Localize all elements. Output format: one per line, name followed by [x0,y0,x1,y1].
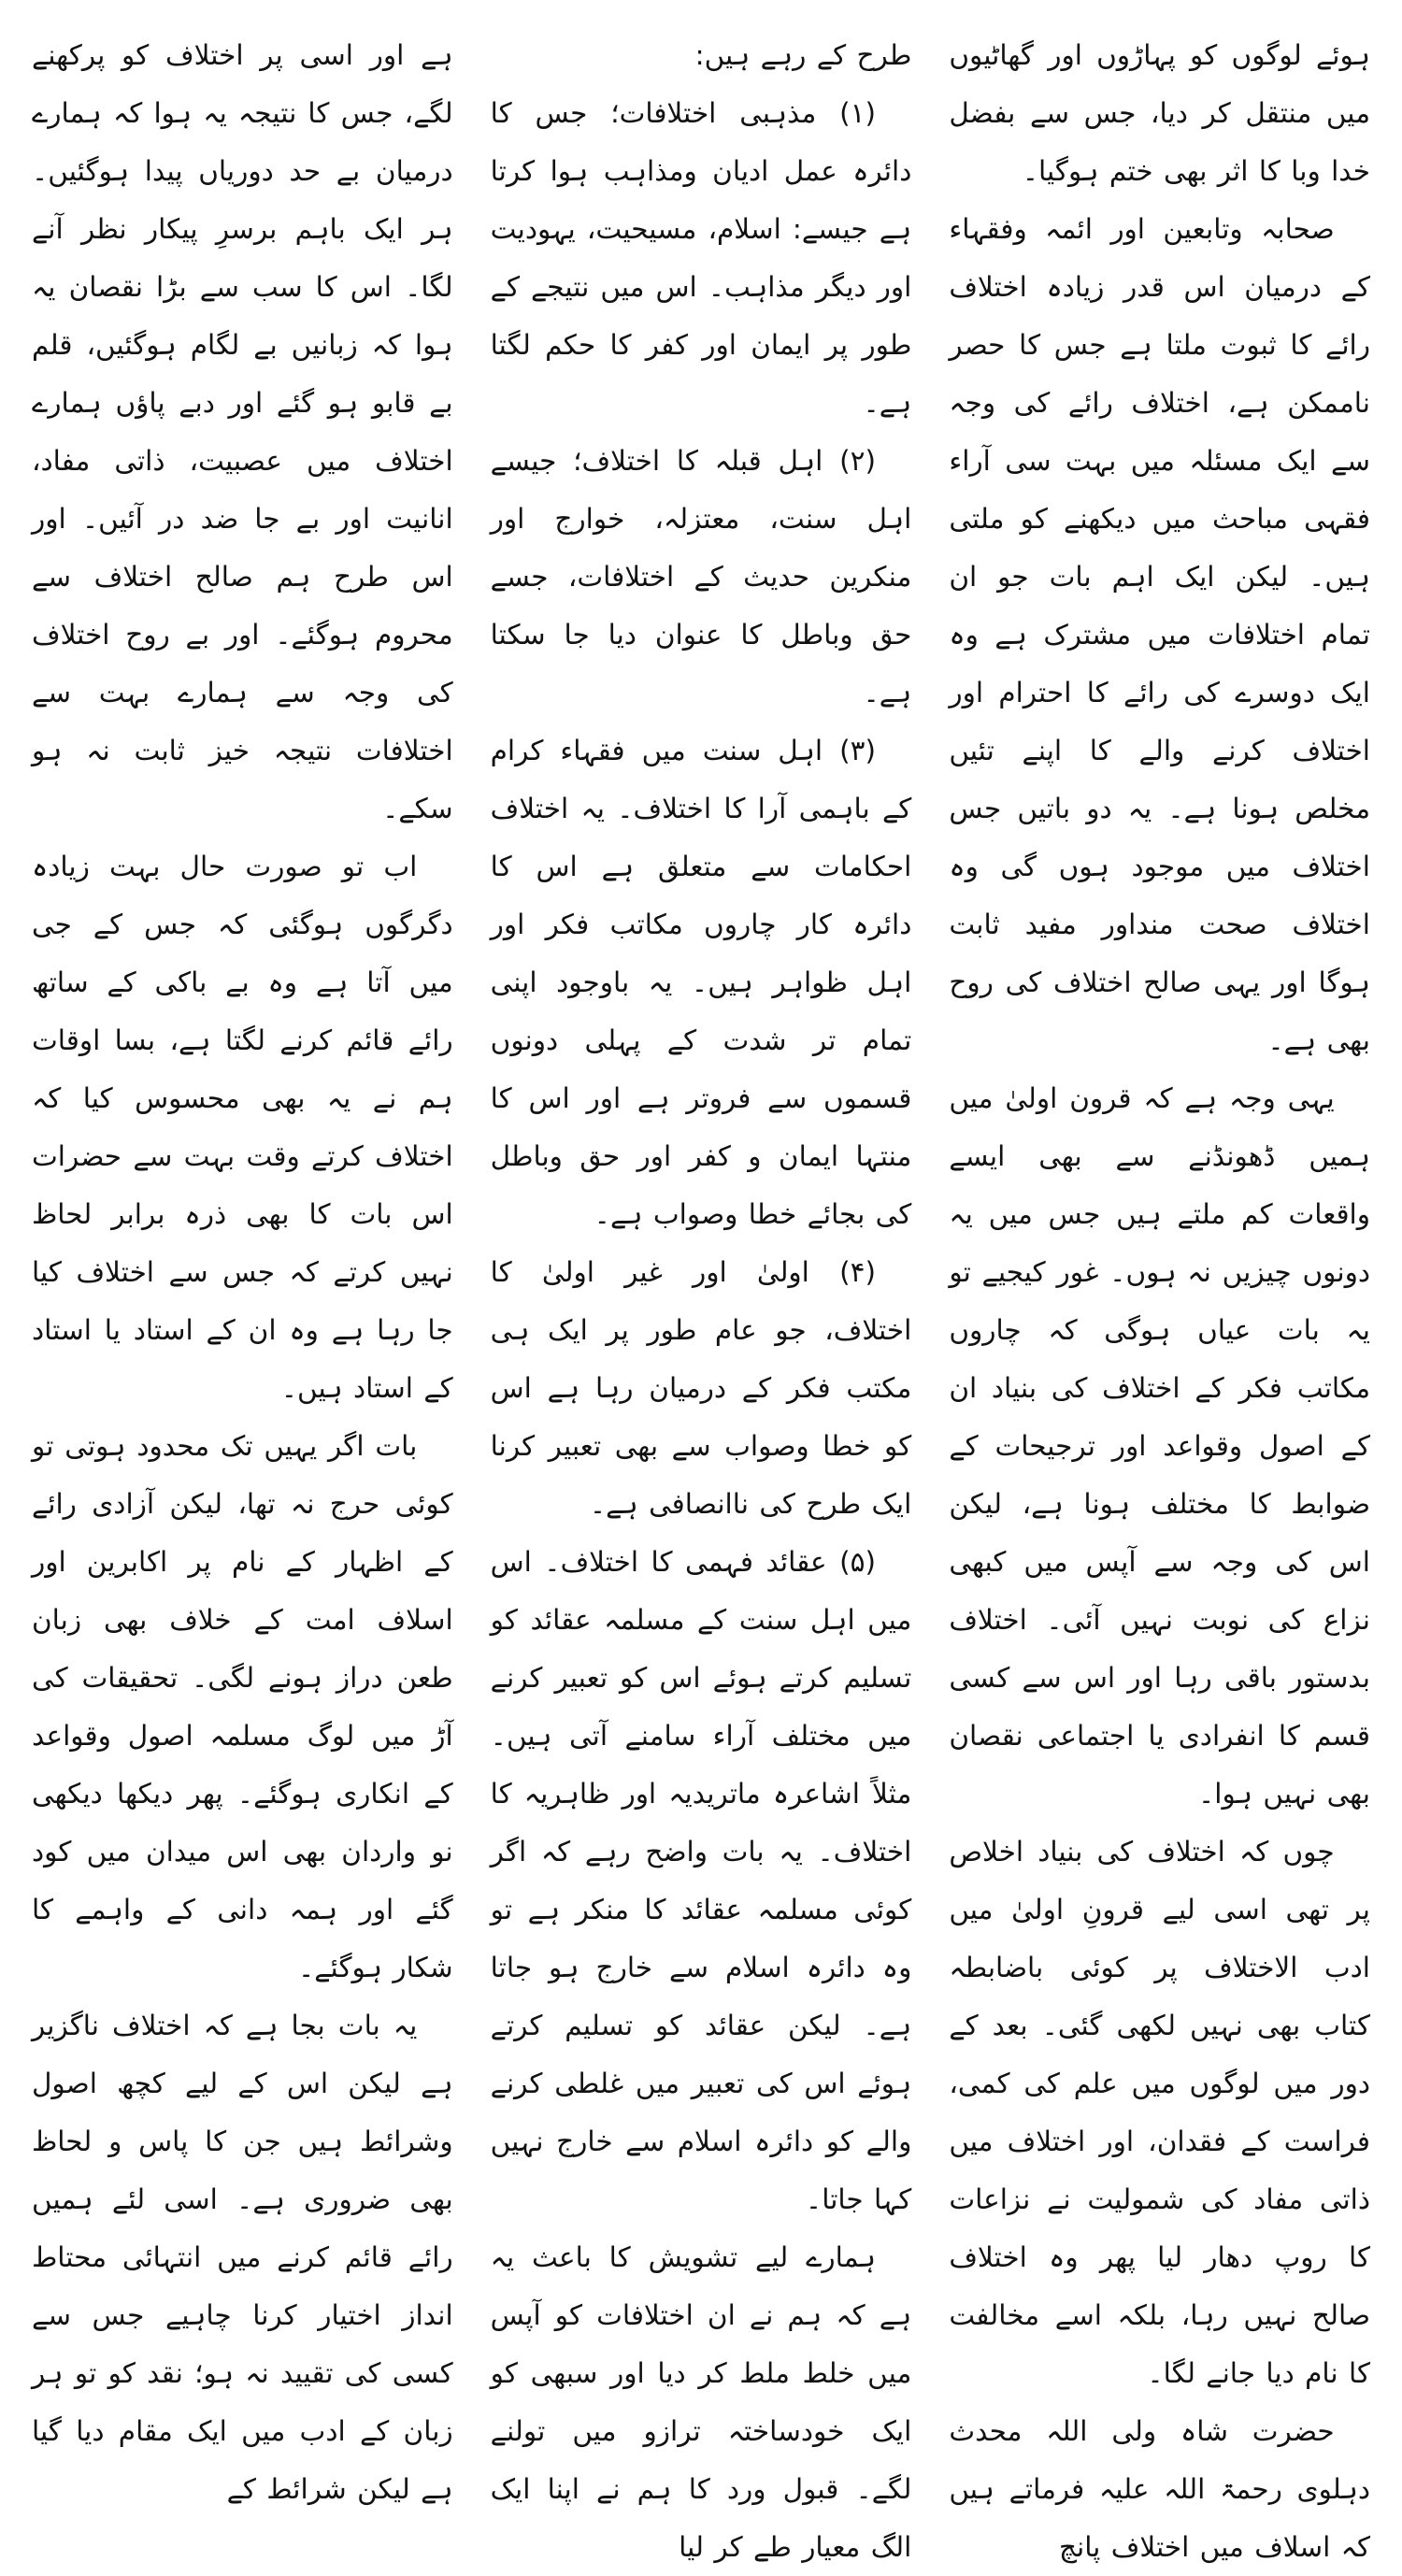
paragraph: ہوئے لوگوں کو پہاڑوں اور گھاٹیوں میں منتقل کر دیا، جس سے بفضل خدا وبا کا اثر بھی ختم ہوگیا۔ [949,39,1370,187]
paragraph: ہے اور اسی پر اختلاف کو پرکھنے لگے، جس کا نتیجہ یہ ہوا کہ ہمارے درمیان بے حد دوریاں پیدا ہوگئیں۔ ہر ایک باہم برسرِ پیکار نظر آنے لگا۔ اس کا سب سے بڑا نقصان یہ ہوا کہ زبانیں بے لگام ہوگئیں، قلم بے قابو ہو گئے اور دبے پاؤں ہمارے اختلاف میں عصبیت، ذاتی مفاد، انانیت اور بے جا ضد در آئیں۔ اور اس طرح ہم صالح اختلاف سے محروم ہوگئے۔ اور بے روح اختلاف کی وجہ سے ہمارے بہت سے اختلافات نتیجہ خیز ثابت نہ ہو سکے۔ [31,39,453,824]
paragraph: (۳) اہل سنت میں فقہاء کرام کے باہمی آرا کا اختلاف۔ یہ اختلاف احکامات سے متعلق ہے اس کا دائرہ کار چاروں مکاتب فکر اور اہل ظواہر ہیں۔ یہ باوجود اپنی تمام تر شدت کے پہلی دونوں قسموں سے فروتر ہے اور اس کا منتہا ایمان و کفر اور حق وباطل کی بجائے خطا وصواب ہے۔ [490,735,912,1230]
text-column-1 [949,26,1370,2563]
paragraph: یہ بات بجا ہے کہ اختلاف ناگزیر ہے لیکن اس کے لیے کچھ اصول وشرائط ہیں جن کا پاس و لحاظ بھی ضروری ہے۔ اسی لئے ہمیں رائے قائم کرنے میں انتہائی محتاط انداز اختیار کرنا چاہیے جس سے کسی کی تقیید نہ ہو؛ نقد کو تو ہر زبان کے ادب میں ایک مقام دیا گیا ہے لیکن شرائط کے [31,2010,453,2505]
text-column-3 [31,26,453,2505]
paragraph: چوں کہ اختلاف کی بنیاد اخلاص پر تھی اسی لیے قرونِ اولیٰ میں ادب الاختلاف پر کوئی باضابطہ کتاب بھی نہیں لکھی گئی۔ بعد کے دور میں لوگوں میں علم کی کمی، فراست کے فقدان، اور اختلاف میں ذاتی مفاد کی شمولیت نے نزاعات کا روپ دھار لیا پھر وہ اختلاف صالح نہیں رہا، بلکہ اسے مخالفت کا نام دیا جانے لگا۔ [949,1836,1370,2389]
text-column-2 [490,26,912,2563]
paragraph: (۱) مذہبی اختلافات؛ جس کا دائرہ عمل ادیان ومذاہب ہوا کرتا ہے جیسے: اسلام، مسیحیت، یہودیت اور دیگر مذاہب۔ اس میں نتیجے کے طور پر ایمان اور کفر کا حکم لگتا ہے۔ [490,97,912,419]
paragraph: یہی وجہ ہے کہ قرون اولیٰ میں ہمیں ڈھونڈنے سے بھی ایسے واقعات کم ملتے ہیں جس میں یہ دونوں چیزیں نہ ہوں۔ غور کیجیے تو یہ بات عیاں ہوگی کہ چاروں مکاتب فکر کے اختلاف کی بنیاد ان کے اصول وقواعد اور ترجیحات کے ضوابط کا مختلف ہونا ہے، لیکن اس کی وجہ سے آپس میں کبھی نزاع کی نوبت نہیں آئی۔ اختلاف بدستور باقی رہا اور اس سے کسی قسم کا انفرادی یا اجتماعی نقصان بھی نہیں ہوا۔ [949,1082,1370,1810]
paragraph: حضرت شاہ ولی اللہ محدث دہلوی رحمۃ اللہ علیہ فرماتے ہیں کہ اسلاف میں اختلاف پانچ [949,2415,1370,2563]
paragraph: صحابہ وتابعین اور ائمہ وفقہاء کے درمیان اس قدر زیادہ اختلاف رائے کا ثبوت ملتا ہے جس کا حصر ناممکن ہے، اختلاف رائے کی وجہ سے ایک مسئلہ میں بہت سی آراء فقہی مباحث میں دیکھنے کو ملتی ہیں۔ لیکن ایک اہم بات جو ان تمام اختلافات میں مشترک ہے وہ ایک دوسرے کی رائے کا احترام اور اختلاف کرنے والے کا اپنے تئیں مخلص ہونا ہے۔ یہ دو باتیں جس اختلاف میں موجود ہوں گی وہ اختلاف صحت منداور مفید ثابت ہوگا اور یہی صالح اختلاف کی روح بھی ہے۔ [949,213,1370,1056]
paragraph: ہمارے لیے تشویش کا باعث یہ ہے کہ ہم نے ان اختلافات کو آپس میں خلط ملط کر دیا اور سبھی کو ایک خودساختہ ترازو میں تولنے لگے۔ قبول ورد کا ہم نے اپنا ایک الگ معیار طے کر لیا [490,2241,912,2563]
paragraph: (۵) عقائد فہمی کا اختلاف۔ اس میں اہل سنت کے مسلمہ عقائد کو تسلیم کرتے ہوئے اس کو تعبیر کرنے میں مختلف آراء سامنے آتی ہیں۔ مثلاً اشاعرہ ماتریدیہ اور ظاہریہ کا اختلاف۔ یہ بات واضح رہے کہ اگر کوئی مسلمہ عقائد کا منکر ہے تو وہ دائرہ اسلام سے خارج ہو جاتا ہے۔ لیکن عقائد کو تسلیم کرتے ہوئے اس کی تعبیر میں غلطی کرنے والے کو دائرہ اسلام سے خارج نہیں کہا جاتا۔ [490,1546,912,2215]
paragraph: (۲) اہل قبلہ کا اختلاف؛ جیسے اہل سنت، معتزلہ، خوارج اور منکرین حدیث کے اختلافات، جسے حق وباطل کا عنوان دیا جا سکتا ہے۔ [490,445,912,708]
paragraph: اب تو صورت حال بہت زیادہ دگرگوں ہوگئی کہ جس کے جی میں آتا ہے وہ بے باکی کے ساتھ رائے قائم کرنے لگتا ہے، بسا اوقات ہم نے یہ بھی محسوس کیا کہ اختلاف کرتے وقت بہت سے حضرات اس بات کا بھی ذرہ برابر لحاظ نہیں کرتے کہ جس سے اختلاف کیا جا رہا ہے وہ ان کے استاد یا استاد کے استاد ہیں۔ [31,851,453,1404]
paragraph: بات اگر یہیں تک محدود ہوتی تو کوئی حرج نہ تھا، لیکن آزادی رائے کے اظہار کے نام پر اکابرین اور اسلاف امت کے خلاف بھی زبان طعن دراز ہونے لگی۔ تحقیقات کی آڑ میں لوگ مسلمہ اصول وقواعد کے انکاری ہوگئے۔ پھر دیکھا دیکھی نو واردان بھی اس میدان میں کود گئے اور ہمہ دانی کے واہمے کا شکار ہوگئے۔ [31,1430,453,1983]
paragraph: (۴) اولیٰ اور غیر اولیٰ کا اختلاف، جو عام طور پر ایک ہی مکتب فکر کے درمیان رہا ہے اس کو خطا وصواب سے بھی تعبیر کرنا ایک طرح کی ناانصافی ہے۔ [490,1256,912,1520]
paragraph: طرح کے رہے ہیں: [694,39,912,71]
